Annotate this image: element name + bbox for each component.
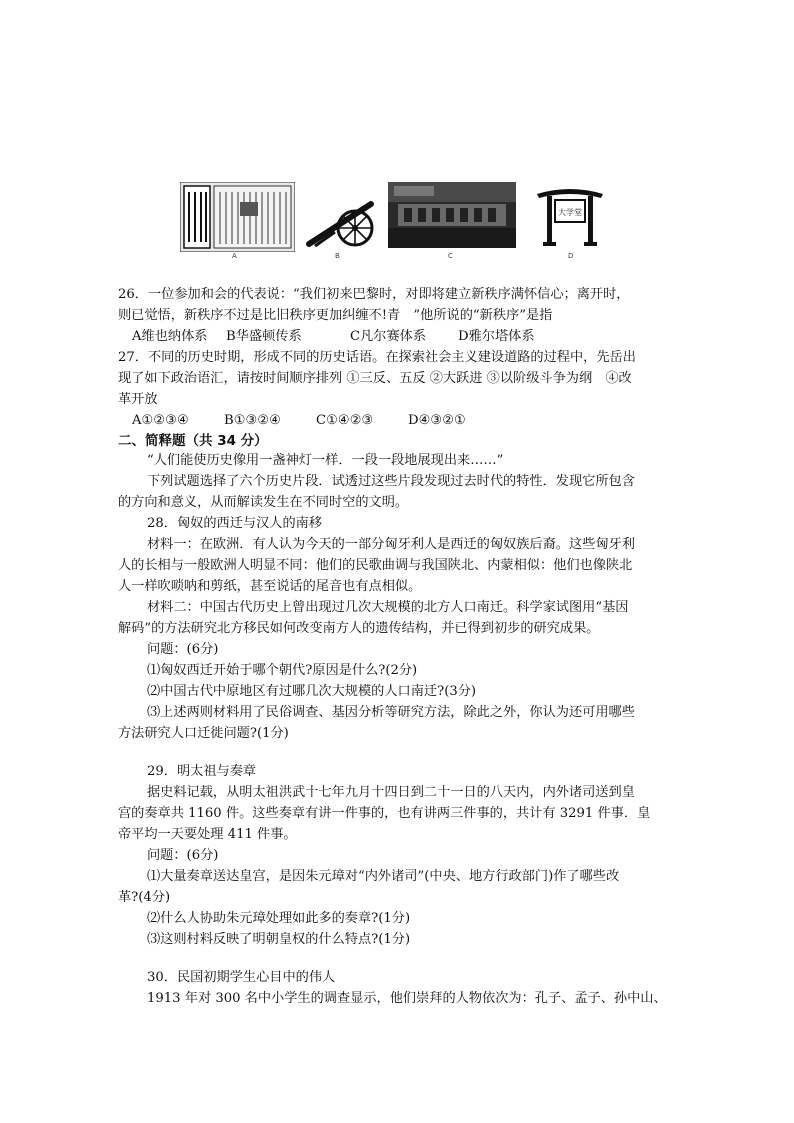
section-2-intro-line-1: 下列试题选择了六个历史片段．试透过这些片段发现过去时代的特性．发现它所包含 xyxy=(147,474,635,489)
q28-material-1-line-1: 材料一：在欧洲．有人认为今天的一部分匈牙利人是西迁的匈奴族后裔。这些匈牙利 xyxy=(147,537,635,552)
q29-subquestion-2: ⑵什么人协助朱元璋处理如此多的奏章?(1分) xyxy=(147,911,411,926)
q29-paragraph-line-2: 宫的奏章共 1160 件。这些奏章有讲一件事的，也有讲两三件事的，共计有 3291 件事．皇 xyxy=(118,806,651,821)
figure-row xyxy=(180,180,610,262)
q29-paragraph-line-3: 帝平均一天要处理 411 件事。 xyxy=(118,827,297,842)
q28-material-1-line-3: 人一样吹唢呐和剪纸，甚至说话的尾音也有点相似。 xyxy=(118,579,422,594)
q29-subquestion-1-line-1: ⑴大量奏章送达皇宫，是因朱元璋对“内外诸司”(中央、地方行政部门)作了哪些改 xyxy=(147,869,620,884)
q26-option-c: C凡尔赛体系 xyxy=(350,329,427,344)
figure-a-label: A xyxy=(232,252,237,260)
q27-option-d: D④③②① xyxy=(408,413,466,428)
q27-option-c: C①④②③ xyxy=(316,413,374,428)
figure-b-cannon-image xyxy=(305,194,377,250)
q30-paragraph-line-1: 1913 年对 300 名中小学生的调查显示，他们崇拜的人物依次为：孔子、孟子、孙中山、 xyxy=(147,991,667,1006)
figure-c-photo-image xyxy=(388,182,516,248)
figure-b-label: B xyxy=(335,252,340,260)
q29-question-label: 问题：(6分) xyxy=(147,848,219,863)
q28-material-2-line-1: 材料二：中国古代历史上曾出现过几次大规模的北方人口南迁。科学家试图用“基因 xyxy=(147,600,629,615)
section-2-intro-line-2: 的方向和意义，从而解读发生在不同时空的文明。 xyxy=(118,495,409,510)
q29-subquestion-3: ⑶这则村料反映了明朝皇权的什么特点?(1分) xyxy=(147,932,411,947)
q26-option-d: D雅尔塔体系 xyxy=(458,329,535,344)
q27-option-a: A①②③④ xyxy=(132,413,189,428)
figure-d-gate-image xyxy=(535,184,605,248)
q26-line-1: 26．一位参加和会的代表说：“我们初来巴黎时，对即将建立新秩序满怀信心；离开时， xyxy=(118,287,630,302)
figure-d-label: D xyxy=(568,252,574,260)
figure-a-document-image xyxy=(180,182,295,252)
q27-line-1: 27．不同的历史时期，形成不同的历史话语。在探索社会主义建设道路的过程中，先岳出 xyxy=(118,350,636,365)
q26-line-2: 则已觉悟，新秩序不过是比旧秩序更加纠缠不!青 ”他所说的“新秩序”是指 xyxy=(118,308,553,323)
figure-c-label: C xyxy=(448,252,453,260)
q28-title: 28．匈奴的西迁与汉人的南移 xyxy=(147,516,323,531)
figure-d-sign-text: 大学堂 xyxy=(558,208,582,217)
q28-material-2-line-2: 解码”的方法研究北方移民如何改变南方人的遗传结构，并已得到初步的研究成果。 xyxy=(118,621,600,636)
q26-option-b: B华盛顿传系 xyxy=(226,329,302,344)
section-2-quote: “人们能使历史像用一盏神灯一样．一段一段地展现出来……” xyxy=(147,453,504,468)
q27-line-2: 现了如下政治语汇，请按时间顺序排列 ①三反、五反 ②大跃进 ③以阶级斗争为纲 ④改 xyxy=(118,371,632,386)
q27-line-3: 革开放 xyxy=(118,392,158,407)
q28-subquestion-2: ⑵中国古代中原地区有过哪几次大规模的人口南迁?(3分) xyxy=(147,684,477,699)
q28-subquestion-3-line-2: 方法研究人口迁徙问题?(1分) xyxy=(118,726,289,741)
q26-option-a: A维也纳体系 xyxy=(132,329,208,344)
q28-subquestion-3-line-1: ⑶上述两则材料用了民俗调查、基因分析等研究方法，除此之外，你认为还可用哪些 xyxy=(147,705,635,720)
q28-material-1-line-2: 人的长相与一般欧洲人明显不同：他们的民歌曲调与我国陕北、内蒙相似：他们也像陕北 xyxy=(118,558,633,573)
q29-subquestion-1-line-2: 革?(4分) xyxy=(118,890,171,905)
q29-title: 29．明太祖与奏章 xyxy=(147,764,257,779)
q28-subquestion-1: ⑴匈奴西迁开始于哪个朝代?原因是什么?(2分) xyxy=(147,663,418,678)
q28-question-label: 问题：(6分) xyxy=(147,642,219,657)
section-2-heading: 二、简释题（共 34 分） xyxy=(118,433,268,449)
q29-paragraph-line-1: 据史料记载，从明太祖洪武十七年九月十四日到二十一日的八天内，内外诸司送到皇 xyxy=(147,785,635,800)
q30-title: 30．民国初期学生心目中的伟人 xyxy=(147,970,336,985)
q27-option-b: B①③②④ xyxy=(224,413,281,428)
